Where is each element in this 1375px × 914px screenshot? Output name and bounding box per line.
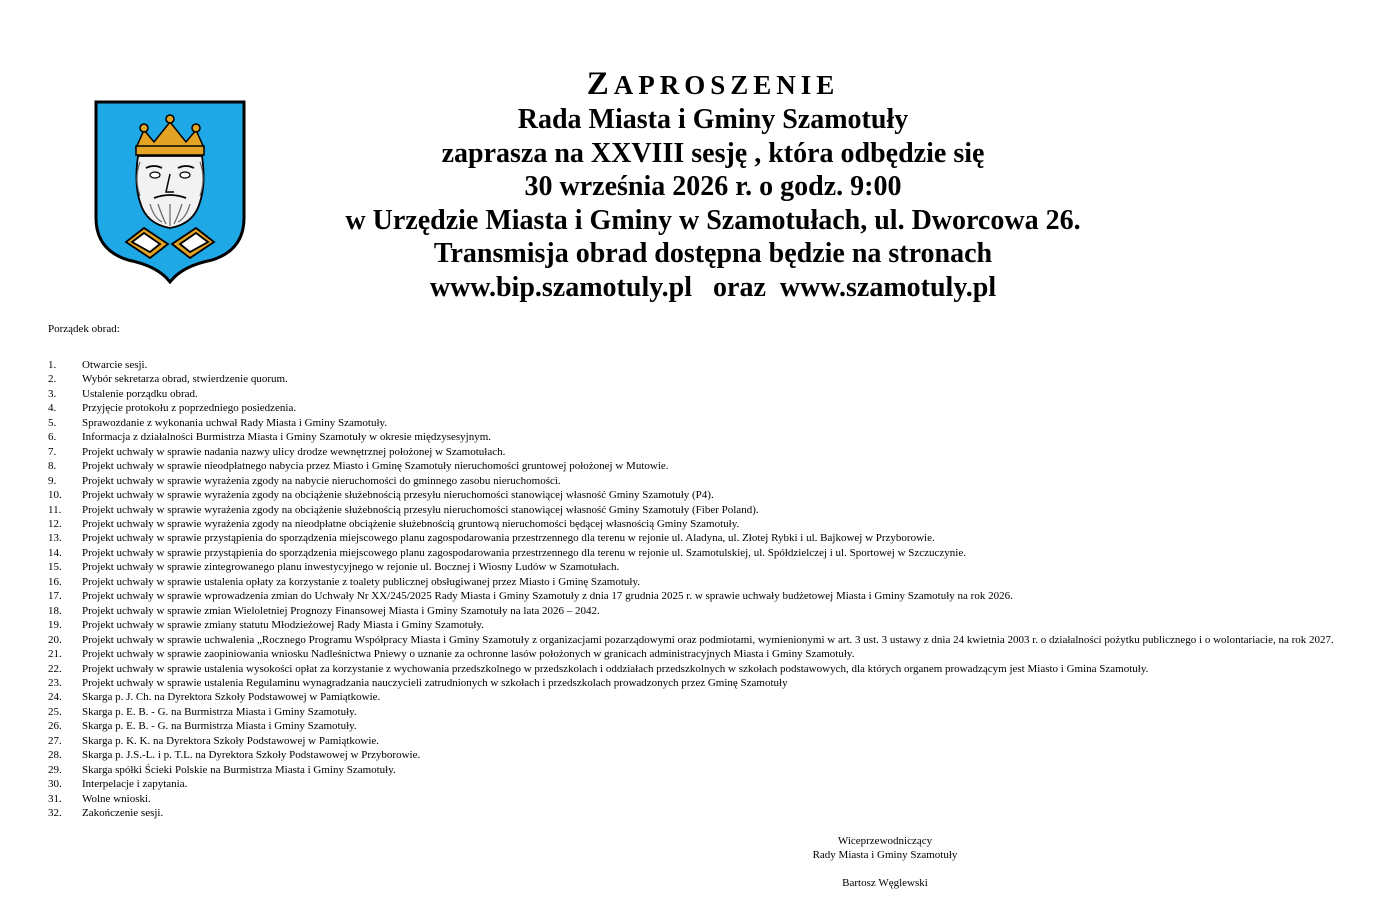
agenda-item: [48, 474, 1343, 488]
agenda-item-text: Projekt uchwały w sprawie nadania nazwy ulicy drodze wewnętrznej położonej w Szamotułach.: [82, 445, 506, 458]
agenda-item: [48, 748, 1343, 762]
coat-of-arms-icon: [94, 100, 246, 284]
agenda-item: [48, 517, 1343, 531]
agenda-item-number: 7.: [48, 445, 57, 458]
agenda-item: [48, 358, 1343, 372]
agenda-item-number: 18.: [48, 604, 62, 617]
agenda-item-text: Projekt uchwały w sprawie wyrażenia zgody na nieodpłatne obciążenie służebnością gruntową nieruchomości będącej własnością Gminy Szamotuły.: [82, 517, 740, 530]
agenda-item-number: 15.: [48, 561, 62, 574]
agenda-item-text: Skarga p. J. Ch. na Dyrektora Szkoły Podstawowej w Pamiątkowie.: [82, 691, 381, 704]
agenda-item-number: 1.: [48, 359, 57, 371]
agenda-item-text: Skarga p. E. B. - G. na Burmistrza Miasta i Gminy Szamotuły.: [82, 720, 357, 733]
agenda-item-text: Skarga p. K. K. na Dyrektora Szkoły Podstawowej w Pamiątkowie.: [82, 734, 380, 747]
agenda-item-number: 13.: [48, 532, 62, 545]
agenda-item: [48, 401, 1343, 415]
agenda-item-number: 11.: [48, 503, 62, 516]
agenda-item-text: Projekt uchwały w sprawie wyrażenia zgody na obciążenie służebnością przesyłu nieruchomości stanowiącej własność Gminy Szamotuły (Fiber Poland).: [82, 503, 759, 516]
agenda-item-number: 31.: [48, 792, 62, 805]
agenda-item-number: 3.: [48, 387, 57, 400]
agenda-item-text: Skarga spółki Ścieki Polskie na Burmistrza Miasta i Gminy Szamotuły.: [82, 763, 396, 776]
agenda-item-number: 2.: [48, 373, 57, 386]
agenda-item: [48, 445, 1343, 459]
agenda-item-text: Skarga p. J.S.-L. i p. T.L. na Dyrektora Szkoły Podstawowej w Przyborowie.: [82, 749, 421, 762]
agenda-item-text: Projekt uchwały w sprawie wprowadzenia zmian do Uchwały Nr XX/245/2025 Rady Miasta i Gminy Szamotuły z dnia 17 grudnia 2025 r. w sprawie uchwały budżetowej Miasta i Gminy Szamotuły na rok 2026.: [82, 590, 1013, 603]
agenda-item-number: 17.: [48, 590, 62, 603]
agenda-item-text: Projekt uchwały w sprawie ustalenia opłaty za korzystanie z toalety publicznej obsługiwanej przez Miasto i Gminę Szamotuły.: [82, 575, 640, 588]
agenda-item-text: Projekt uchwały w sprawie wyrażenia zgody na obciążenie służebnością przesyłu nieruchomości stanowiącej własność Gminy Szamotuły (P4).: [82, 489, 714, 502]
session-invite: zaprasza na XXVIII sesję , która odbędzie się: [441, 137, 985, 169]
invitation-header: [300, 66, 1126, 304]
agenda-item-number: 14.: [48, 546, 62, 559]
agenda-item-text: Projekt uchwały w sprawie zmian Wieloletniej Prognozy Finansowej Miasta i Gminy Szamotuły na lata 2026 – 2042.: [82, 604, 600, 617]
agenda-item: [48, 503, 1343, 517]
agenda-item-number: 5.: [48, 416, 57, 429]
agenda-item: [48, 459, 1343, 473]
agenda-item: [48, 806, 1343, 820]
agenda-item: [48, 546, 1343, 560]
agenda-item-text: Projekt uchwały w sprawie przystąpienia do sporządzenia miejscowego planu zagospodarowania przestrzennego dla terenu w rejonie ul. Aladyna, ul. Złotej Rybki i ul. Bajkowej w Przyborowie.: [82, 532, 935, 545]
agenda-list: [48, 358, 1343, 821]
agenda-item-text: Projekt uchwały w sprawie nieodpłatnego nabycia przez Miasto i Gminę Szamotuły nieruchomości gruntowej położonej w Mutowie.: [82, 460, 669, 473]
agenda-item: [48, 647, 1343, 661]
agenda-item-number: 20.: [48, 633, 62, 646]
agenda-item-number: 29.: [48, 763, 62, 776]
agenda-item-text: Projekt uchwały w sprawie zintegrowanego planu inwestycyjnego w rejonie ul. Bocznej i Wiosny Ludów w Szamotułach.: [82, 561, 620, 574]
invitation-title: ZAPROSZENIE: [586, 66, 840, 102]
agenda-item: [48, 387, 1343, 401]
agenda-item: [48, 662, 1343, 676]
agenda-item-number: 27.: [48, 734, 62, 747]
agenda-item-text: Projekt uchwały w sprawie ustalenia wysokości opłat za korzystanie z wychowania przedszkolnego w przedszkolach i oddziałach przedszkolnych w szkołach podstawowych, dla których organem prowadzącym jest Miasto i Gmina Szamotuły.: [82, 662, 1149, 675]
agenda-item: [48, 676, 1343, 690]
signature-block: [785, 834, 985, 890]
agenda-item-number: 22.: [48, 662, 62, 675]
agenda-item: [48, 705, 1343, 719]
agenda-item-number: 16.: [48, 575, 62, 588]
agenda-item-number: 6.: [48, 431, 57, 444]
agenda-item-text: Wybór sekretarza obrad, stwierdzenie quorum.: [82, 373, 288, 386]
agenda-item: [48, 719, 1343, 733]
stream-urls: www.bip.szamotuly.pl oraz www.szamotuly.pl: [429, 271, 997, 303]
agenda-item: [48, 763, 1343, 777]
agenda-item-number: 30.: [48, 778, 62, 791]
agenda-item-text: Projekt uchwały w sprawie zmiany statutu Młodzieżowej Rady Miasta i Gminy Szamotuły.: [82, 619, 484, 632]
agenda-item-number: 19.: [48, 619, 62, 632]
agenda-item-text: Otwarcie sesji.: [82, 359, 148, 371]
signature-role: Wiceprzewodniczący: [837, 835, 933, 847]
agenda-item-text: Sprawozdanie z wykonania uchwał Rady Miasta i Gminy Szamotuły.: [82, 416, 388, 429]
agenda-item-text: Ustalenie porządku obrad.: [82, 387, 198, 400]
agenda-item: [48, 531, 1343, 545]
agenda-item-number: 12.: [48, 517, 62, 530]
agenda-item: [48, 430, 1343, 444]
agenda-item-text: Projekt uchwały w sprawie przystąpienia do sporządzenia miejscowego planu zagospodarowania przestrzennego dla terenu w rejonie ul. Szamotulskiej, ul. Spółdzielczej i ul. Sportowej w Szczuczynie.: [82, 546, 966, 559]
agenda-item-text: Projekt uchwały w sprawie ustalenia Regulaminu wynagradzania nauczycieli zatrudnionych w szkołach i przedszkolach prowadzonych przez Gminę Szamotuły: [82, 676, 788, 689]
agenda-item-number: 10.: [48, 489, 62, 502]
agenda-item-number: 28.: [48, 749, 62, 762]
agenda-item-number: 24.: [48, 691, 62, 704]
agenda-item-number: 4.: [48, 402, 57, 415]
agenda-item: [48, 560, 1343, 574]
agenda-item-text: Skarga p. E. B. - G. na Burmistrza Miasta i Gminy Szamotuły.: [82, 705, 357, 718]
session-date: 30 września 2026 r. o godz. 9:00: [524, 171, 902, 202]
agenda-item-number: 26.: [48, 720, 62, 733]
agenda-item: [48, 734, 1343, 748]
agenda-item-text: Zakończenie sesji.: [82, 807, 164, 820]
agenda-item: [48, 633, 1343, 647]
agenda-item: [48, 372, 1343, 386]
agenda-item-number: 23.: [48, 676, 62, 689]
agenda-item: [48, 575, 1343, 589]
agenda-item-number: 25.: [48, 705, 62, 718]
agenda-item-text: Projekt uchwały w sprawie wyrażenia zgody na nabycie nieruchomości do gminnego zasobu nieruchomości.: [82, 474, 561, 487]
signature-name: Bartosz Węglewski: [842, 877, 928, 889]
agenda-item-text: Projekt uchwały w sprawie zaopiniowania wniosku Nadleśnictwa Pniewy o uznanie za ochronne lasów położonych w granicach administracyjnych Miasta i Gminy Szamotuły.: [82, 648, 855, 661]
agenda-item: [48, 416, 1343, 430]
agenda-item: [48, 792, 1343, 806]
agenda-item-text: Wolne wnioski.: [82, 792, 151, 805]
agenda-item: [48, 618, 1343, 632]
agenda-item-text: Interpelacje i zapytania.: [82, 778, 188, 791]
agenda-item-number: 21.: [48, 648, 62, 661]
agenda-item-text: Informacja z działalności Burmistrza Miasta i Gminy Szamotuły w okresie międzysesyjnym.: [82, 431, 492, 444]
agenda-item: [48, 777, 1343, 791]
agenda-item: [48, 690, 1343, 704]
agenda-item-text: Przyjęcie protokołu z poprzedniego posiedzenia.: [82, 402, 297, 415]
stream-info: Transmisja obrad dostępna będzie na stronach: [433, 238, 993, 269]
agenda-item: [48, 604, 1343, 618]
council-name: Rada Miasta i Gminy Szamotuły: [517, 104, 909, 135]
agenda-label: Porządek obrad:: [48, 323, 120, 335]
agenda-item-text: Projekt uchwały w sprawie uchwalenia „Rocznego Programu Współpracy Miasta i Gminy Szamotuły z organizacjami pozarządowymi oraz podmiotami, wymienionymi w art. 3 ust. 3 ustawy z dnia 24 kwietnia 2003 r. o działalności pożytku publicznego i o wolontariacie, na rok 2027.: [82, 633, 1334, 646]
agenda-item-number: 9.: [48, 474, 57, 487]
agenda-item-number: 8.: [48, 460, 57, 473]
agenda-item-number: 32.: [48, 807, 62, 820]
agenda-item: [48, 589, 1343, 603]
session-venue: w Urzędzie Miasta i Gminy w Szamotułach, ul. Dworcowa 26.: [345, 204, 1081, 236]
signature-role-org: Rady Miasta i Gminy Szamotuły: [812, 849, 958, 861]
agenda-item: [48, 488, 1343, 502]
